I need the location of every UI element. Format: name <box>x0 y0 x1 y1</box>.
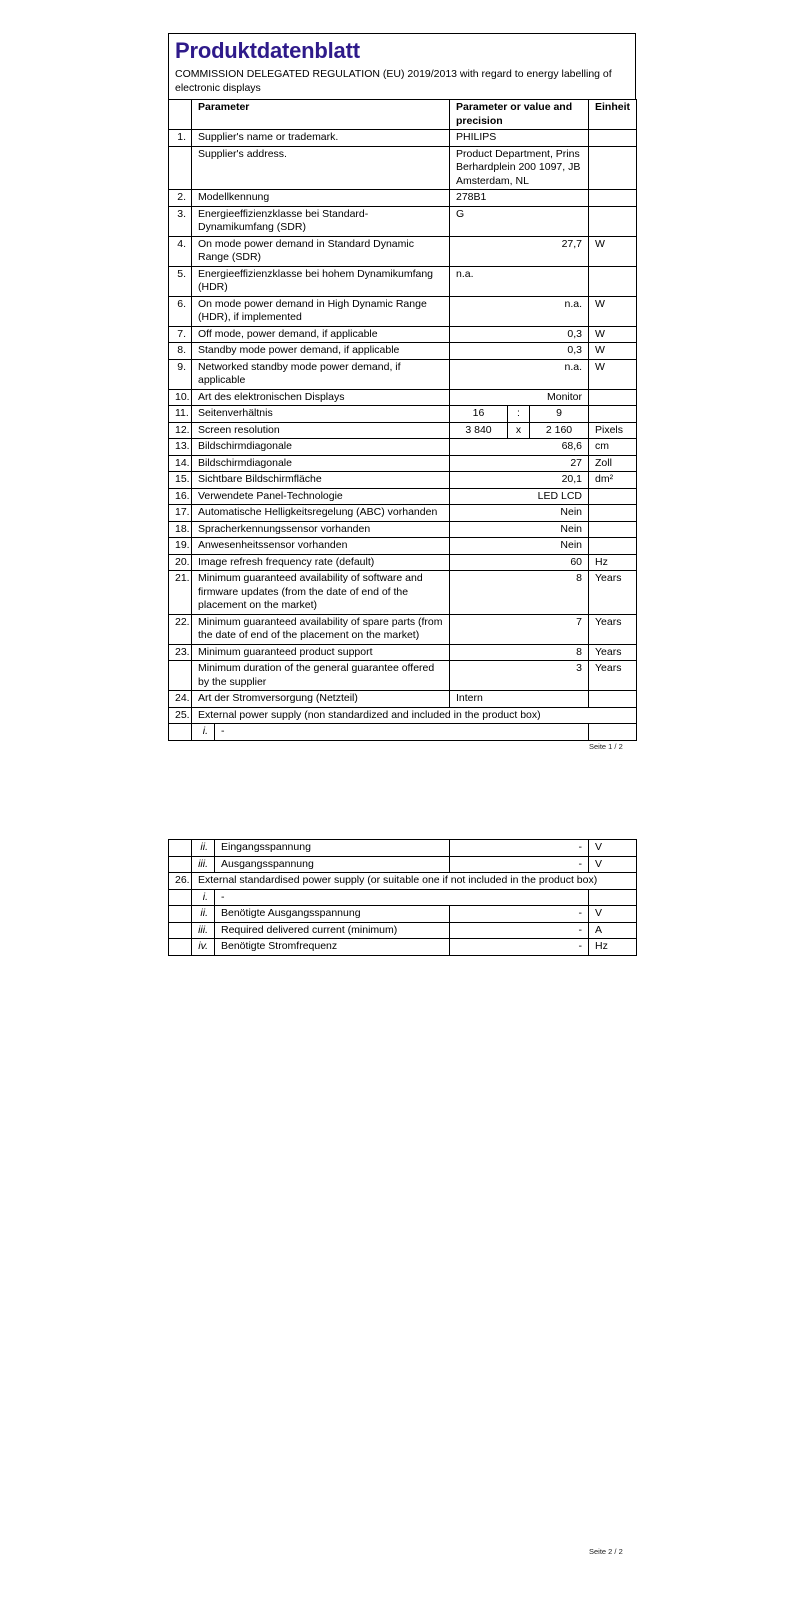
table-row <box>169 406 637 423</box>
row-number: 1. <box>169 130 192 147</box>
row-unit <box>589 406 637 423</box>
table-header-row <box>169 100 637 130</box>
aspect-ratio-height: 9 <box>530 406 589 423</box>
row-value: n.a. <box>450 359 589 389</box>
row-label: Art des elektronischen Displays <box>192 389 450 406</box>
row-value: Nein <box>450 521 589 538</box>
row-label: Required delivered current (minimum) <box>215 922 450 939</box>
row-value: 8 <box>450 571 589 615</box>
datasheet-table <box>168 99 637 741</box>
row-value: 278B1 <box>450 190 589 207</box>
row-label: Verwendete Panel-Technologie <box>192 488 450 505</box>
row-number: 12. <box>169 422 192 439</box>
row-unit: dm² <box>589 472 637 489</box>
page-number: Seite 1 / 2 <box>589 742 623 751</box>
table-row <box>169 206 637 236</box>
row-label: Energieeffizienzklasse bei hohem Dynamikumfang (HDR) <box>192 266 450 296</box>
sub-item-number: ii. <box>192 906 215 923</box>
row-number <box>169 661 192 691</box>
table-row <box>169 472 637 489</box>
row-label: Screen resolution <box>192 422 450 439</box>
row-label: Automatische Helligkeitsregelung (ABC) vorhanden <box>192 505 450 522</box>
row-number: 21. <box>169 571 192 615</box>
row-number: 25. <box>169 707 192 724</box>
column-header-unit: Einheit <box>589 100 637 130</box>
row-value: 68,6 <box>450 439 589 456</box>
table-row <box>169 296 637 326</box>
row-label: Benötigte Stromfrequenz <box>215 939 450 956</box>
row-label: Anwesenheitssensor vorhanden <box>192 538 450 555</box>
table-row <box>169 359 637 389</box>
row-unit <box>589 146 637 190</box>
resolution-separator: x <box>508 422 530 439</box>
row-unit: Years <box>589 644 637 661</box>
row-value: G <box>450 206 589 236</box>
row-label: - <box>215 889 589 906</box>
row-unit: W <box>589 236 637 266</box>
datasheet-header <box>168 33 636 99</box>
row-number: 22. <box>169 614 192 644</box>
row-value: - <box>450 856 589 873</box>
aspect-ratio-width: 16 <box>450 406 508 423</box>
row-unit: V <box>589 840 637 857</box>
resolution-height: 2 160 <box>530 422 589 439</box>
row-value: 60 <box>450 554 589 571</box>
row-value: 27 <box>450 455 589 472</box>
row-number: 3. <box>169 206 192 236</box>
resolution-width: 3 840 <box>450 422 508 439</box>
row-label: Minimum guaranteed product support <box>192 644 450 661</box>
row-value: Nein <box>450 505 589 522</box>
row-number: 16. <box>169 488 192 505</box>
row-label: On mode power demand in High Dynamic Range (HDR), if implemented <box>192 296 450 326</box>
row-label: - <box>215 724 589 741</box>
row-value: PHILIPS <box>450 130 589 147</box>
row-value: LED LCD <box>450 488 589 505</box>
row-unit: cm <box>589 439 637 456</box>
table-row <box>169 343 637 360</box>
row-number: 23. <box>169 644 192 661</box>
table-row <box>169 906 637 923</box>
table-row <box>169 422 637 439</box>
column-header-value: Parameter or value and precision <box>450 100 589 130</box>
datasheet-page-2 <box>168 839 636 956</box>
row-label: Image refresh frequency rate (default) <box>192 554 450 571</box>
row-value: 0,3 <box>450 326 589 343</box>
row-unit: Years <box>589 571 637 615</box>
row-value: 7 <box>450 614 589 644</box>
row-value: - <box>450 922 589 939</box>
table-row <box>169 661 637 691</box>
row-unit: A <box>589 922 637 939</box>
table-row <box>169 922 637 939</box>
row-unit: W <box>589 359 637 389</box>
row-number: 15. <box>169 472 192 489</box>
row-value: 0,3 <box>450 343 589 360</box>
row-unit: W <box>589 326 637 343</box>
row-label: Minimum guaranteed availability of software and firmware updates (from the date of end of the placement on the market) <box>192 571 450 615</box>
row-value: 27,7 <box>450 236 589 266</box>
row-unit <box>589 389 637 406</box>
row-number: 9. <box>169 359 192 389</box>
table-row <box>169 389 637 406</box>
datasheet-table-continued <box>168 839 637 956</box>
row-label: Energieeffizienzklasse bei Standard-Dynamikumfang (SDR) <box>192 206 450 236</box>
row-value: n.a. <box>450 296 589 326</box>
row-label: Minimum duration of the general guarantee offered by the supplier <box>192 661 450 691</box>
row-label: External power supply (non standardized and included in the product box) <box>192 707 637 724</box>
row-unit <box>589 266 637 296</box>
row-label: Networked standby mode power demand, if applicable <box>192 359 450 389</box>
row-unit <box>589 505 637 522</box>
table-row <box>169 707 637 724</box>
table-row <box>169 455 637 472</box>
table-row <box>169 505 637 522</box>
table-row <box>169 236 637 266</box>
row-value: Nein <box>450 538 589 555</box>
row-number: 17. <box>169 505 192 522</box>
sub-item-number: iii. <box>192 856 215 873</box>
row-number: 10. <box>169 389 192 406</box>
table-row <box>169 889 637 906</box>
row-label: On mode power demand in Standard Dynamic Range (SDR) <box>192 236 450 266</box>
row-label: Bildschirmdiagonale <box>192 439 450 456</box>
table-row <box>169 488 637 505</box>
row-number: 20. <box>169 554 192 571</box>
table-row <box>169 130 637 147</box>
row-number: 11. <box>169 406 192 423</box>
regulation-subtitle: COMMISSION DELEGATED REGULATION (EU) 2019/2013 with regard to energy labelling of electronic displays <box>175 68 612 94</box>
aspect-ratio-separator: : <box>508 406 530 423</box>
row-value: 8 <box>450 644 589 661</box>
column-header-parameter: Parameter <box>192 100 450 130</box>
row-label: Supplier's address. <box>192 146 450 190</box>
row-value: Intern <box>450 691 589 708</box>
row-number: 7. <box>169 326 192 343</box>
row-value: - <box>450 840 589 857</box>
row-label: Standby mode power demand, if applicable <box>192 343 450 360</box>
table-row <box>169 190 637 207</box>
row-number: 13. <box>169 439 192 456</box>
row-unit: W <box>589 343 637 360</box>
table-row <box>169 644 637 661</box>
table-row <box>169 571 637 615</box>
row-number: 18. <box>169 521 192 538</box>
row-label: Eingangsspannung <box>215 840 450 857</box>
table-row <box>169 326 637 343</box>
table-row <box>169 146 637 190</box>
row-value: Monitor <box>450 389 589 406</box>
table-row <box>169 840 637 857</box>
table-row <box>169 538 637 555</box>
row-unit <box>589 206 637 236</box>
row-value: n.a. <box>450 266 589 296</box>
table-row <box>169 873 637 890</box>
page-title: Produktdatenblatt <box>175 38 360 63</box>
table-row <box>169 266 637 296</box>
row-number: 2. <box>169 190 192 207</box>
row-number: 14. <box>169 455 192 472</box>
row-unit: Hz <box>589 554 637 571</box>
row-unit <box>589 190 637 207</box>
row-unit: W <box>589 296 637 326</box>
row-unit <box>589 538 637 555</box>
row-number: 19. <box>169 538 192 555</box>
row-value: - <box>450 906 589 923</box>
row-label: Minimum guaranteed availability of spare parts (from the date of end of the placement on the market) <box>192 614 450 644</box>
sub-item-number: i. <box>192 724 215 741</box>
row-unit: Hz <box>589 939 637 956</box>
table-row <box>169 856 637 873</box>
row-number <box>169 146 192 190</box>
row-label: Benötigte Ausgangsspannung <box>215 906 450 923</box>
row-unit: Pixels <box>589 422 637 439</box>
page-number: Seite 2 / 2 <box>589 1547 623 1556</box>
row-number: 8. <box>169 343 192 360</box>
row-unit: V <box>589 856 637 873</box>
row-label: External standardised power supply (or suitable one if not included in the product box) <box>192 873 637 890</box>
row-value: 3 <box>450 661 589 691</box>
sub-item-number: iii. <box>192 922 215 939</box>
row-unit: Zoll <box>589 455 637 472</box>
row-number: 26. <box>169 873 192 890</box>
row-label: Off mode, power demand, if applicable <box>192 326 450 343</box>
datasheet-page-1 <box>168 33 636 741</box>
row-label: Seitenverhältnis <box>192 406 450 423</box>
sub-item-number: iv. <box>192 939 215 956</box>
row-unit <box>589 521 637 538</box>
table-row <box>169 439 637 456</box>
sub-item-number: ii. <box>192 840 215 857</box>
row-label: Supplier's name or trademark. <box>192 130 450 147</box>
row-number: 5. <box>169 266 192 296</box>
row-value: 20,1 <box>450 472 589 489</box>
table-row <box>169 724 637 741</box>
table-row <box>169 691 637 708</box>
row-unit: Years <box>589 614 637 644</box>
row-unit <box>589 488 637 505</box>
row-number: 24. <box>169 691 192 708</box>
row-value: Product Department, Prins Berhardplein 200 1097, JB Amsterdam, NL <box>450 146 589 190</box>
row-unit: V <box>589 906 637 923</box>
row-value: - <box>450 939 589 956</box>
row-label: Spracherkennungssensor vorhanden <box>192 521 450 538</box>
table-row <box>169 521 637 538</box>
row-unit: Years <box>589 661 637 691</box>
row-unit <box>589 691 637 708</box>
row-label: Ausgangsspannung <box>215 856 450 873</box>
row-number: 4. <box>169 236 192 266</box>
sub-item-number: i. <box>192 889 215 906</box>
table-row <box>169 939 637 956</box>
row-number: 6. <box>169 296 192 326</box>
row-label: Modellkennung <box>192 190 450 207</box>
table-row <box>169 614 637 644</box>
table-row <box>169 554 637 571</box>
row-unit <box>589 130 637 147</box>
row-label: Sichtbare Bildschirmfläche <box>192 472 450 489</box>
row-label: Bildschirmdiagonale <box>192 455 450 472</box>
row-label: Art der Stromversorgung (Netzteil) <box>192 691 450 708</box>
